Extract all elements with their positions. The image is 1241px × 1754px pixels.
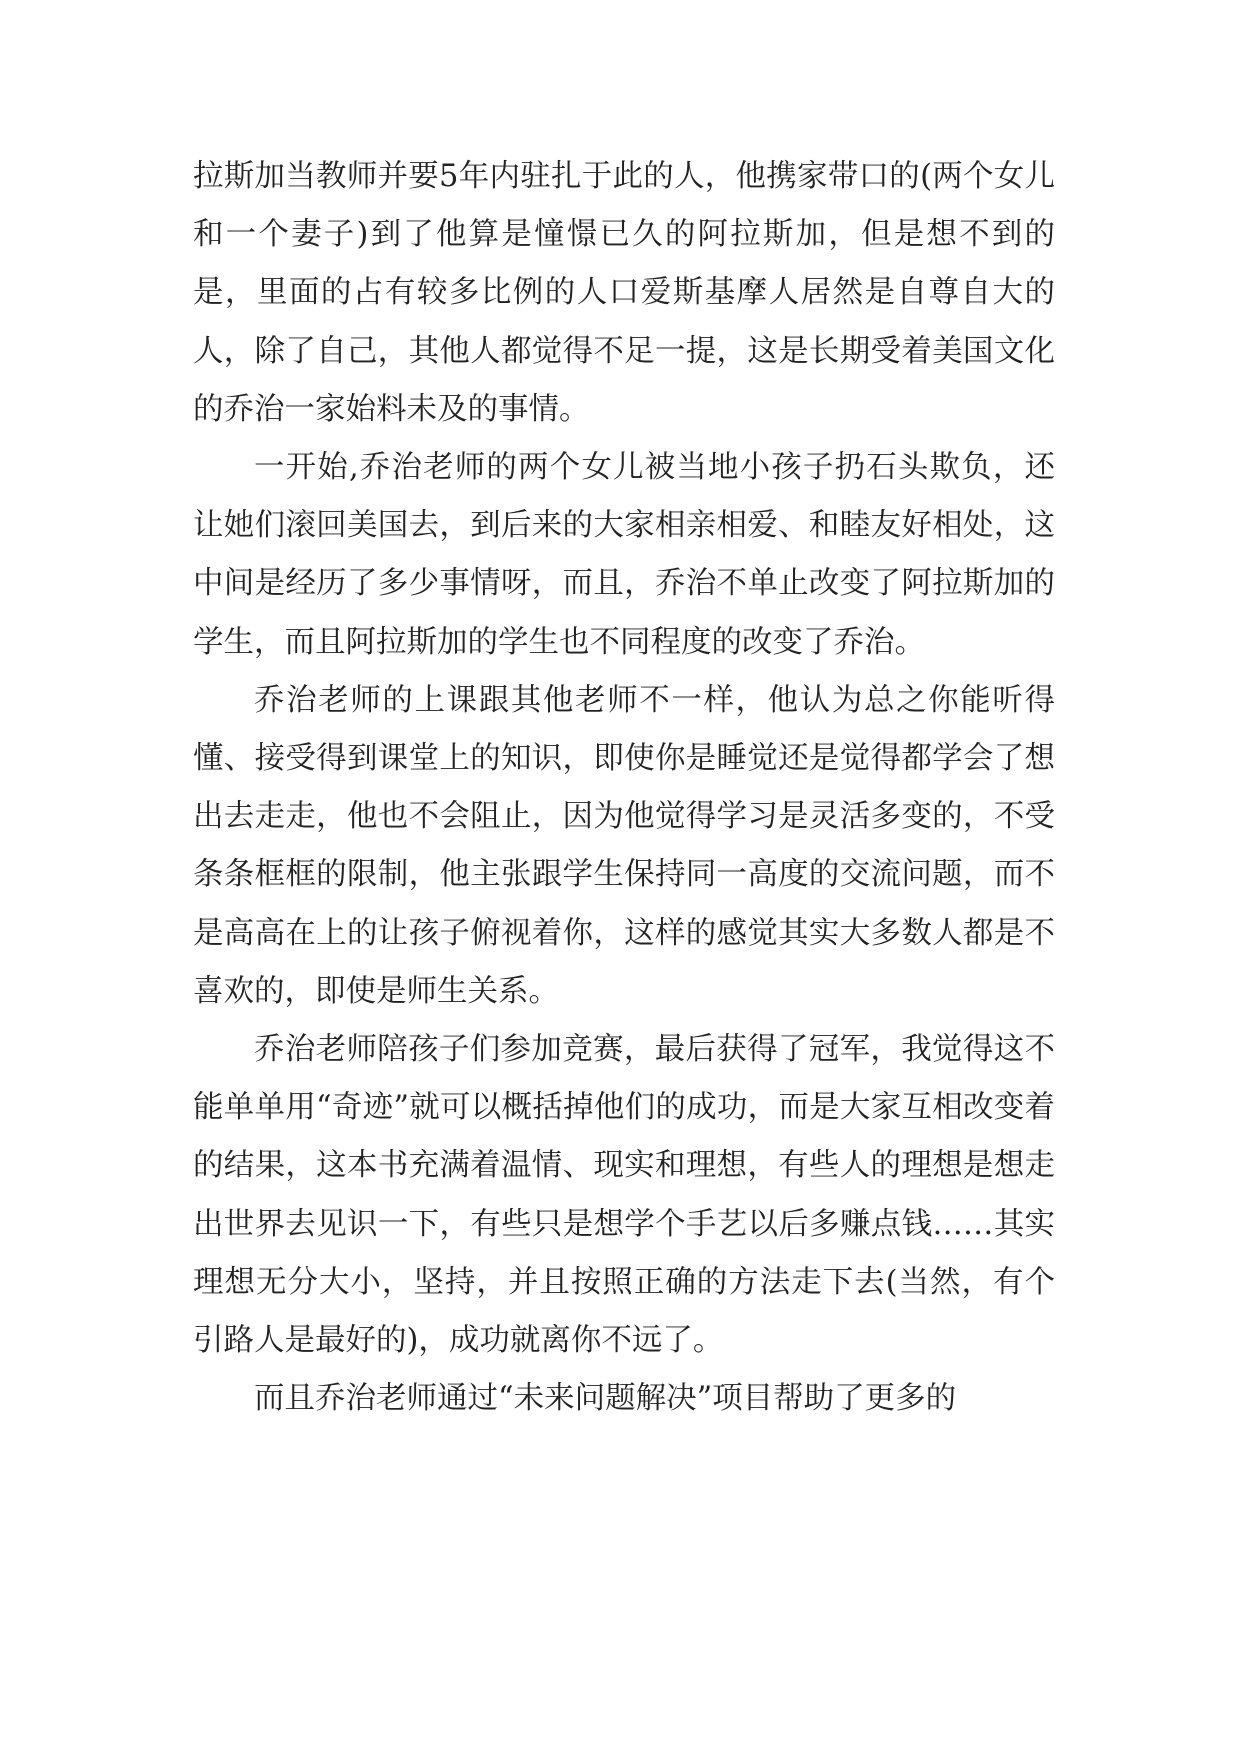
- paragraph-3: 乔治老师的上课跟其他老师不一样，他认为总之你能听得懂、接受得到课堂上的知识，即使你是睡觉还是觉得都学会了想出去走走，他也不会阻止，因为他觉得学习是灵活多变的，不受条条框框的限制，他主张跟学生保持同一高度的交流问题，而不是高高在上的让孩子俯视着你，这样的感觉其实大多数人都是不喜欢的，即使是师生关系。: [193, 682, 1055, 1009]
- paragraph-2: 一开始,乔治老师的两个女儿被当地小孩子扔石头欺负，还让她们滚回美国去，到后来的大家相亲相爱、和睦友好相处，这中间是经历了多少事情呀，而且，乔治不单止改变了阿拉斯加的学生，而且阿拉斯加的学生也不同程度的改变了乔治。: [193, 450, 1055, 660]
- paragraph-4: 乔治老师陪孩子们参加竞赛，最后获得了冠军，我觉得这不能单单用“奇迹”就可以概括掉他们的成功，而是大家互相改变着的结果，这本书充满着温情、现实和理想，有些人的理想是想走出世界去见识一下，有些只是想学个手艺以后多赚点钱……其实理想无分大小，坚持，并且按照正确的方法走下去(当然，有个引路人是最好的)，成功就离你不远了。: [193, 1032, 1055, 1359]
- paragraph-1: 拉斯加当教师并要5年内驻扎于此的人，他携家带口的(两个女儿和一个妻子)到了他算是憧憬已久的阿拉斯加，但是想不到的是，里面的占有较多比例的人口爱斯基摩人居然是自尊自大的人，除了自己，其他人都觉得不足一提，这是长期受着美国文化的乔治一家始料未及的事情。: [193, 159, 1055, 427]
- paragraph-5: 而且乔治老师通过“未来问题解决”项目帮助了更多的: [254, 1381, 957, 1417]
